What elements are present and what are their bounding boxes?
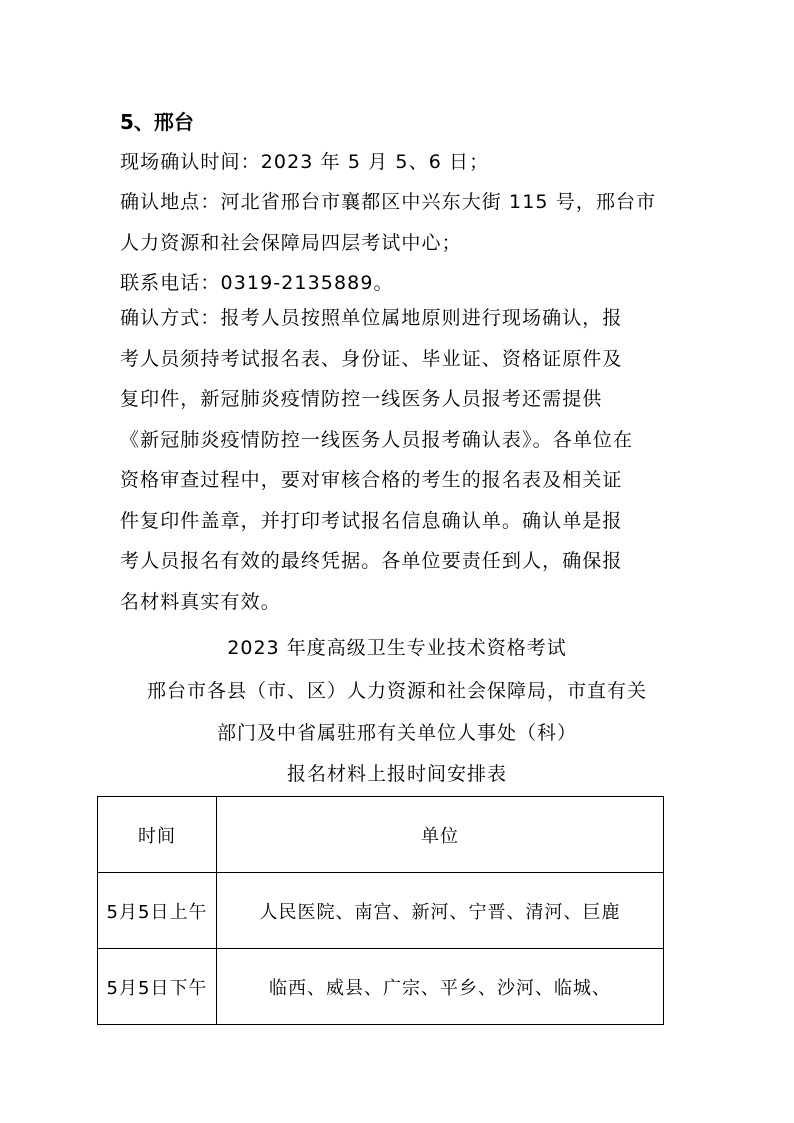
method-line: 件复印件盖章，并打印考试报名信息确认单。确认单是报 xyxy=(120,509,623,532)
table-row xyxy=(98,949,664,1025)
confirmation-time-text: 现场确认时间：2023 年 5 月 5、6 日； xyxy=(120,151,490,173)
row-time: 5月5日上午 xyxy=(98,873,217,949)
confirmation-time xyxy=(120,142,680,183)
method-line: 复印件，新冠肺炎疫情防控一线医务人员报考还需提供 xyxy=(120,388,603,410)
method-line: 考人员报名有效的最终凭据。各单位要责任到人，确保报 xyxy=(120,550,623,572)
contact-phone-text: 联系电话：0319-2135889。 xyxy=(120,272,394,294)
method-line: 资格审查过程中，要对审核合格的考生的报名表及相关证 xyxy=(120,469,623,491)
schedule-title-line-3: 部门及中省属驻邢有关单位人事处（科） xyxy=(216,722,577,744)
location-line-2: 人力资源和社会保障局四层考试中心； xyxy=(120,231,462,254)
row-units: 临西、威县、广宗、平乡、沙河、临城、 xyxy=(217,949,664,1025)
header-unit: 单位 xyxy=(217,797,664,873)
schedule-title-line-1: 2023 年度高级卫生专业技术资格考试 xyxy=(227,637,567,659)
table-row xyxy=(98,873,664,949)
schedule-title-line-2: 邢台市各县（市、区）人力资源和社会保障局，市直有关 xyxy=(146,680,647,702)
location-line-1: 确认地点：河北省邢台市襄都区中兴东大街 115 号，邢台市 xyxy=(120,191,657,213)
section-heading: 5、邢台 xyxy=(120,110,194,134)
schedule-title-line-4: 报名材料上报时间安排表 xyxy=(286,763,507,785)
method-line: 考人员须持考试报名表、身份证、毕业证、资格证原件及 xyxy=(120,347,623,370)
schedule-table xyxy=(97,796,664,1025)
header-time: 时间 xyxy=(98,797,217,873)
confirmation-location xyxy=(120,182,680,263)
method-line: 确认方式：报考人员按照单位属地原则进行现场确认，报 xyxy=(120,307,623,329)
row-time: 5月5日下午 xyxy=(98,949,217,1025)
method-line: 《新冠肺炎疫情防控一线医务人员报考确认表》。各单位在 xyxy=(120,428,634,451)
table-header-row xyxy=(98,797,664,873)
row-units: 人民医院、南宫、新河、宁晋、清河、巨鹿 xyxy=(217,873,664,949)
method-line: 名材料真实有效。 xyxy=(120,590,281,613)
confirmation-method xyxy=(120,298,680,622)
